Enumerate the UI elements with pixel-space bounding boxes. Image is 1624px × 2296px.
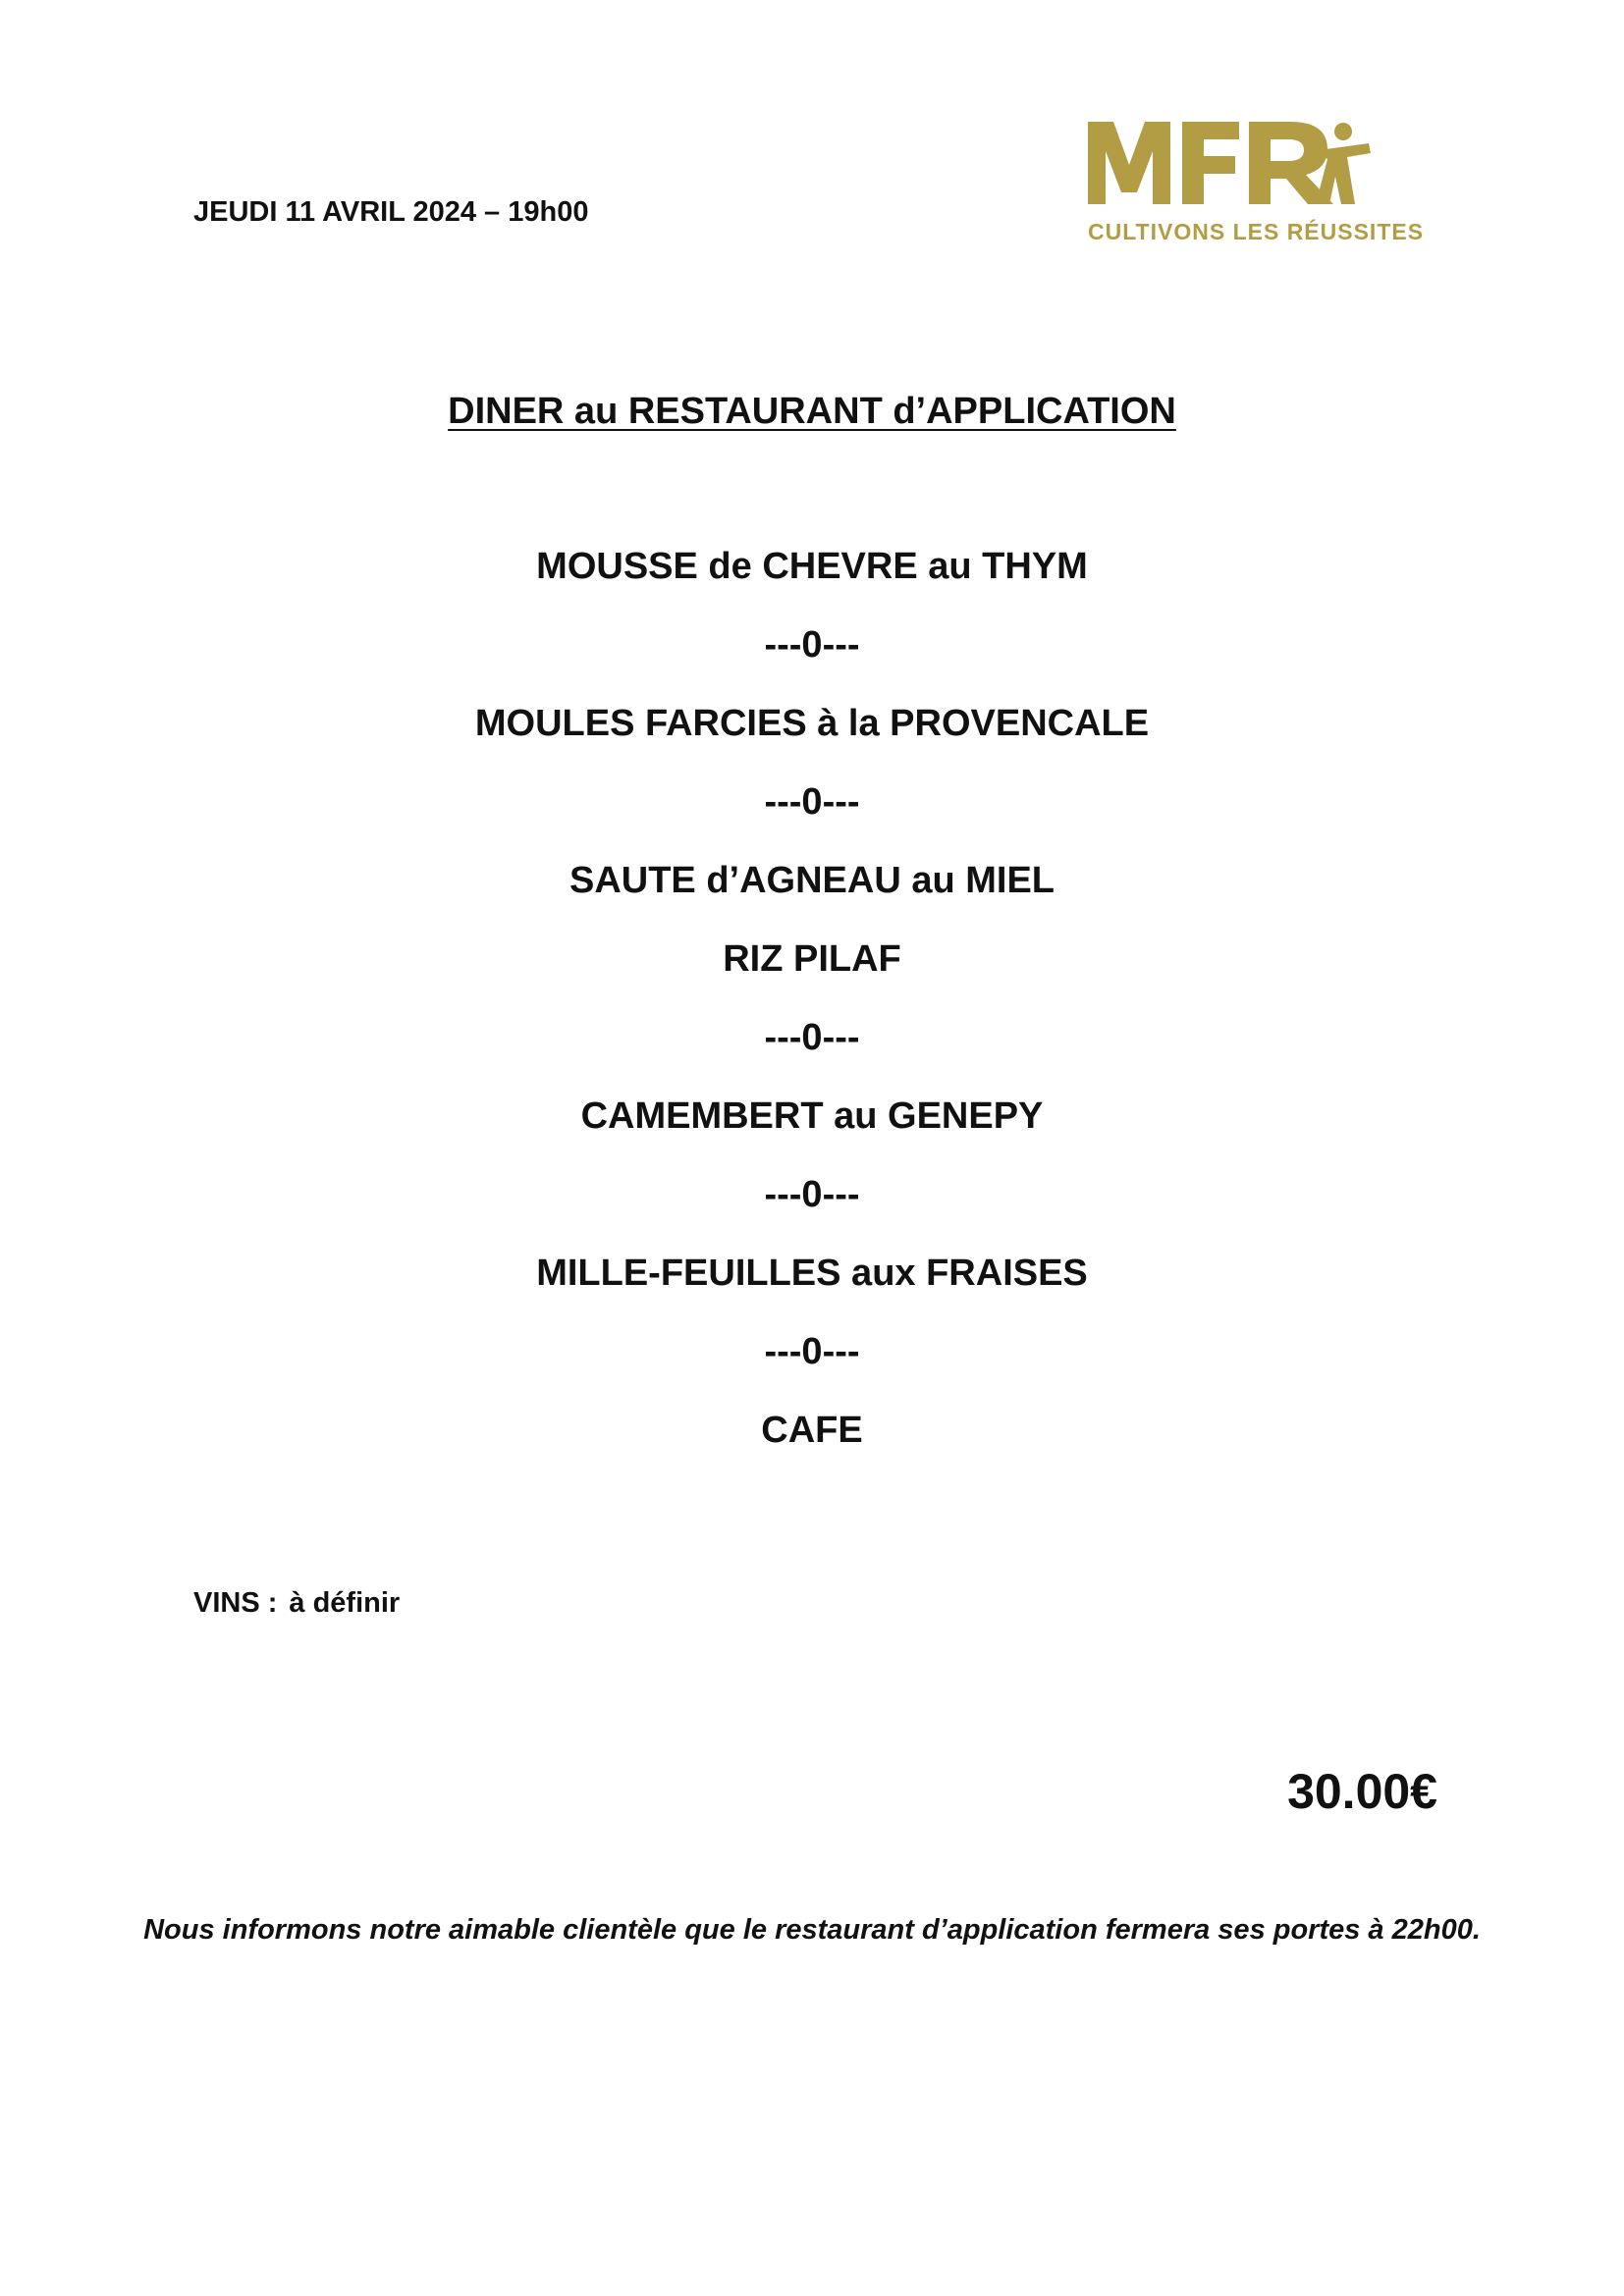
page-title-text: DINER au RESTAURANT d’APPLICATION (448, 391, 1176, 432)
menu-item-coffee: CAFE (761, 1410, 863, 1451)
page-title (0, 391, 1624, 433)
menu-separator: ---0--- (764, 781, 860, 823)
menu-price: 30.00€ (1287, 1764, 1437, 1819)
wines-line (193, 1587, 400, 1620)
menu-item-side: RIZ PILAF (723, 938, 901, 980)
menu-separator: ---0--- (764, 1331, 860, 1372)
mfr-logo (1084, 114, 1447, 247)
wines-label: VINS : (193, 1587, 278, 1619)
menu-separator: ---0--- (764, 1017, 860, 1058)
wines-value: à définir (289, 1587, 401, 1619)
event-date-time: JEUDI 11 AVRIL 2024 – 19h00 (193, 196, 589, 228)
logo-tagline: CULTIVONS LES RÉUSSITES (1088, 219, 1425, 244)
menu-separator: ---0--- (764, 624, 860, 666)
closing-notice: Nous informons notre aimable clientèle que le restaurant d’application fermera ses portes à 22h00. (143, 1914, 1481, 1946)
menu-item-entree: MOULES FARCIES à la PROVENCALE (474, 703, 1150, 744)
menu-item-dessert: MILLE-FEUILLES aux FRAISES (536, 1253, 1088, 1294)
menu-item-cheese: CAMEMBERT au GENEPY (580, 1095, 1044, 1137)
menu-item-starter: MOUSSE de CHEVRE au THYM (536, 546, 1088, 587)
menu-item-main: SAUTE d’AGNEAU au MIEL (568, 860, 1056, 901)
menu-separator: ---0--- (764, 1174, 860, 1215)
